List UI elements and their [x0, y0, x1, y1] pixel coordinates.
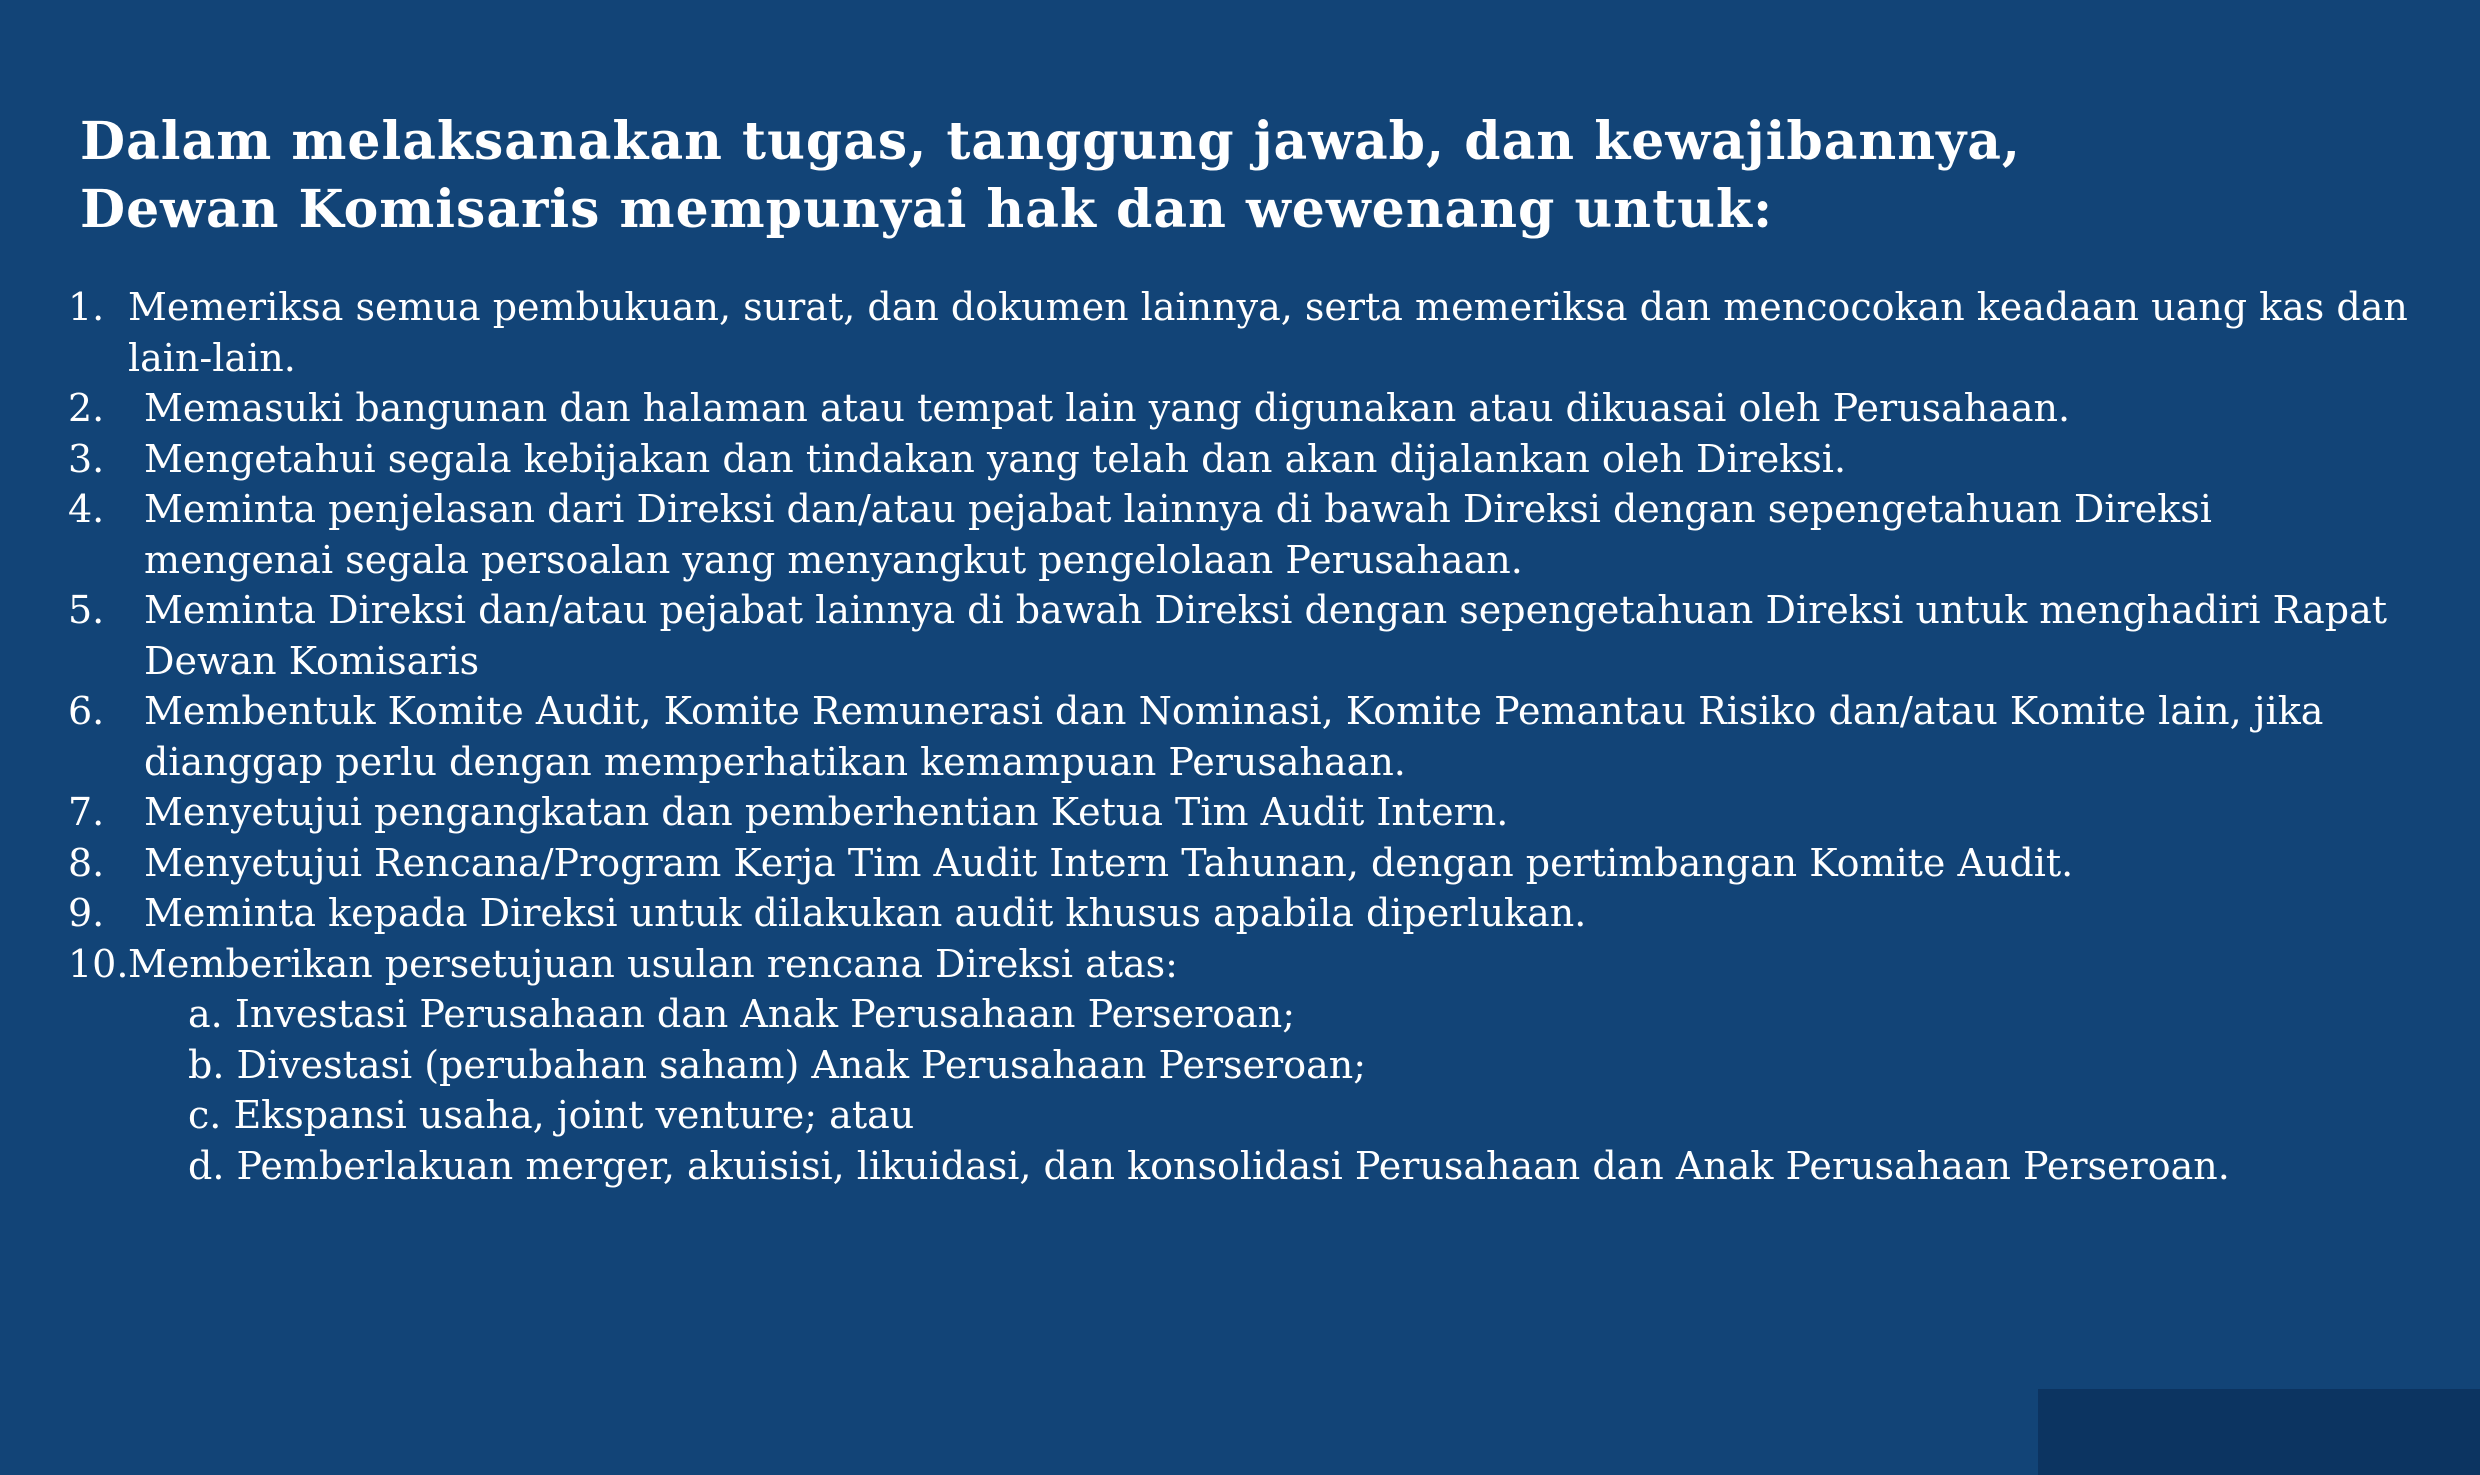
list-item-7 [68, 787, 2408, 838]
list-text: Menyetujui pengangkatan dan pemberhentian Ketua Tim Audit Intern. [144, 790, 1509, 834]
list-item-10 [68, 939, 2408, 1192]
list-item-3 [68, 434, 2408, 485]
sub-list-item-d: d. Pemberlakuan merger, akuisisi, likuidasi, dan konsolidasi Perusahaan dan Anak Perusahaan Perseroan. [188, 1143, 2230, 1188]
list-text: Mengetahui segala kebijakan dan tindakan yang telah dan akan dijalankan oleh Direksi. [144, 436, 1847, 481]
authority-list [68, 282, 2408, 1191]
slide-title [80, 108, 2380, 244]
list-item-6 [68, 686, 2408, 787]
list-item-1 [68, 282, 2408, 383]
list-text: Memasuki bangunan dan halaman atau tempat lain yang digunakan atau dikuasai oleh Perusahaan. [144, 386, 2071, 430]
sub-list-item-c: c. Ekspansi usaha, joint venture; atau [188, 1093, 915, 1137]
list-item-8 [68, 838, 2408, 889]
slide-title-line-1: Dalam melaksanakan tugas, tanggung jawab, dan kewajibannya, [80, 111, 2022, 172]
list-number: 8. [68, 840, 105, 885]
list-item-5 [68, 585, 2408, 686]
sub-list-item-b: b. Divestasi (perubahan saham) Anak Perusahaan Perseroan; [188, 1042, 1367, 1087]
list-number: 5. [68, 588, 105, 632]
list-text: Meminta Direksi dan/atau pejabat lainnya di bawah Direksi dengan sepengetahuan Direksi untuk menghadiri Rapat Dewan Komisaris [144, 588, 2388, 683]
list-text: Membentuk Komite Audit, Komite Remunerasi dan Nominasi, Komite Pemantau Risiko dan/atau Komite lain, jika dianggap perlu dengan memperhatikan kemampuan Perusahaan. [144, 689, 2324, 784]
list-number: 2. [68, 386, 105, 430]
list-number: 6. [68, 689, 105, 733]
list-text: Memberikan persetujuan usulan rencana Direksi atas: [128, 941, 1178, 986]
list-text: Meminta penjelasan dari Direksi dan/atau pejabat lainnya di bawah Direksi dengan sepengetahuan Direksi mengenai segala persoalan yang menyangkut pengelolaan Perusahaan. [144, 487, 2212, 582]
slide-title-line-2: Dewan Komisaris mempunyai hak dan wewenang untuk: [80, 179, 1774, 240]
list-number: 1. [68, 285, 105, 329]
list-text: Memeriksa semua pembukuan, surat, dan dokumen lainnya, serta memeriksa dan mencocokan keadaan uang kas dan lain-lain. [128, 285, 2408, 380]
list-text: Meminta kepada Direksi untuk dilakukan audit khusus apabila diperlukan. [144, 891, 1587, 935]
list-item-9 [68, 888, 2408, 939]
sub-list [128, 989, 2408, 1191]
list-number: 3. [68, 436, 105, 481]
list-number: 7. [68, 790, 105, 834]
corner-block-decoration [2038, 1389, 2480, 1475]
sub-list-item-a: a. Investasi Perusahaan dan Anak Perusahaan Perseroan; [188, 992, 1296, 1036]
list-text: Menyetujui Rencana/Program Kerja Tim Audit Intern Tahunan, dengan pertimbangan Komite Audit. [144, 840, 2074, 885]
list-number: 4. [68, 487, 105, 531]
list-item-4 [68, 484, 2408, 585]
list-item-2 [68, 383, 2408, 434]
list-number: 10. [68, 941, 129, 986]
list-number: 9. [68, 891, 105, 935]
